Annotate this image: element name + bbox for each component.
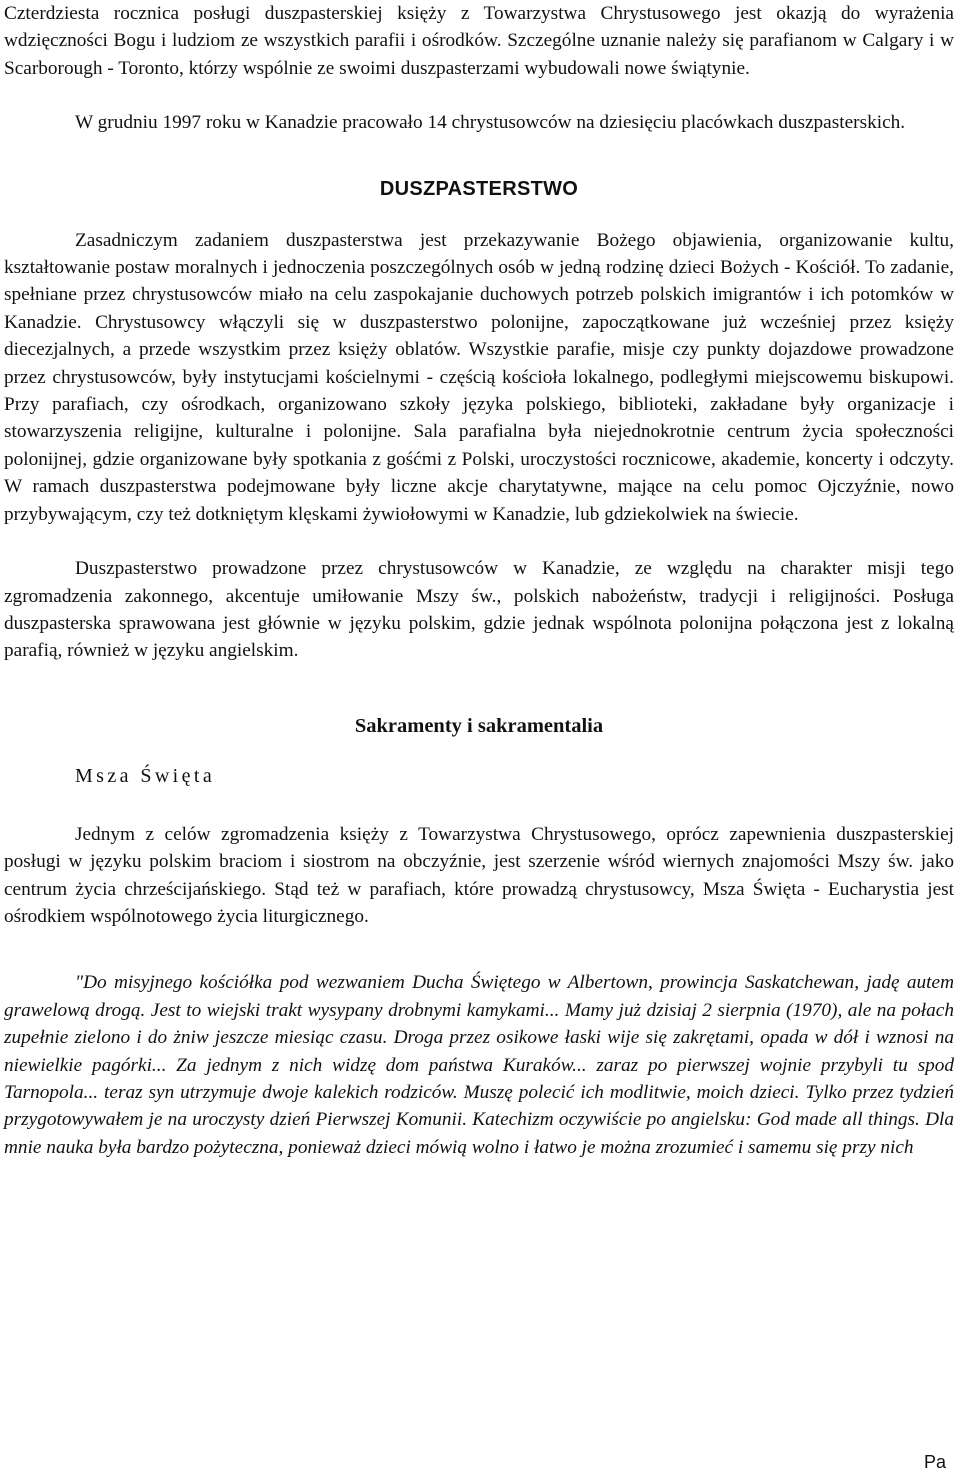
paragraph-eucharist: Jednym z celów zgromadzenia księży z Towarzystwa Chrystusowego, oprócz zapewnienia duszpasterskiej posługi w języku polskim braciom i siostrom na obczyźnie, jest szerzenie wśród wiernych znajomości Mszy św. jako centrum życia chrześcijańskiego. Stąd też w parafiach, które prowadzą chrystusowcy, Msza Święta - Eucharystia jest ośrodkiem wspólnotowego życia liturgicznego. [4,823,954,927]
document-page [4,0,954,1161]
paragraph-intro: Czterdziesta rocznica posługi duszpasterskiej księży z Towarzystwa Chrystusowego jest okazją do wyrażenia wdzięczności Bogu i ludziom ze wszystkich parafii i ośrodków. Szczególne uznanie należy się parafianom w Calgary i w Scarborough - Toronto, którzy wspólnie ze swoimi duszpasterzami wybudowali nowe świątynie. [4,3,954,79]
heading-msza-swieta: Msza Święta [75,764,216,787]
page-footer-label: Pa [923,1452,946,1472]
quote-albertown: "Do misyjnego kościółka pod wezwaniem Ducha Świętego w Albertown, prowincja Saskatchewan, jadę autem grawelową drogą. Jest to wiejski trakt wysypany drobnymi kamykami... Mamy już dzisiaj 2 sierpnia (1970), ale na połach zupełnie zielono i do żniw jeszcze miesiąc czasu. Droga przez osikowe łaski wije się zakrętami, opada w dół i wznosi na niewielkie pagórki... Za jednym z nich widzę dom państwa Kuraków... zaraz po pierwszej wojnie przybyli tu spod Tarnopola... teraz syn utrzymuje dwoje kalekich rodziców. Muszę polecić ich modlitwie, moich dzieci. Tylko przez tydzień przygotowywałem je na uroczysty dzień Pierwszej Komunii. Katechizm oczywiście po angielsku: God made all things. Dla mnie nauka była bardzo pożyteczna, ponieważ dzieci mówią wolno i łatwo je można zrozumieć i samemu się przy nich [4,972,954,1158]
paragraph-pastoral-mission: Zasadniczym zadaniem duszpasterstwa jest przekazywanie Bożego objawienia, organizowanie kultu, kształtowanie postaw moralnych i jednoczenia poszczególnych osób w jedną rodzinę dzieci Bożych - Kościół. To zadanie, spełniane przez chrystusowców miało na celu zaspokajanie duchowych potrzeb polskich imigrantów i ich potomków w Kanadzie. Chrystusowcy włączyli się w duszpasterstwo polonijne, zapoczątkowane już wcześniej przez księży diecezjalnych, a przede wszystkim przez księży oblatów. Wszystkie parafie, misje czy punkty dojazdowe prowadzone przez chrystusowców, były instytucjami kościelnymi - częścią kościoła lokalnego, podległymi miejscowemu biskupowi. Przy parafiach, czy ośrodkach, organizowano szkoły języka polskiego, biblioteki, zakładane były organizacje i stowarzyszenia religijne, kulturalne i polonijne. Sala parafialna była niejednokrotnie centrum życia społeczności polonijnej, gdzie organizowane były spotkania z gośćmi z Polski, uroczystości rocznicowe, akademie, koncerty i odczyty. W ramach duszpasterstwa podejmowane były liczne akcje charytatywne, mające na celu pomoc Ojczyźnie, nowo przybywającym, czy też dotkniętym klęskami żywiołowymi w Kanadzie, lub gdziekolwiek na świecie. [4,229,954,525]
heading-duszpasterstwo: DUSZPASTERSTWO [379,177,579,200]
paragraph-1997-statistics: W grudniu 1997 roku w Kanadzie pracowało 14 chrystusowców na dziesięciu placówkach duszpasterskich. [75,112,906,134]
paragraph-pastoral-character: Duszpasterstwo prowadzone przez chrystusowców w Kanadzie, ze względu na charakter misji tego zgromadzenia zakonnego, akcentuje umiłowanie Mszy św., polskich nabożeństw, tradycji i religijności. Posługa duszpasterska sprawowana jest głównie w języku polskim, gdzie jednak wspólnota polonijna połączona jest z lokalną parafią, również w języku angielskim. [4,558,954,662]
heading-sakramenty: Sakramenty i sakramentalia [354,714,604,737]
